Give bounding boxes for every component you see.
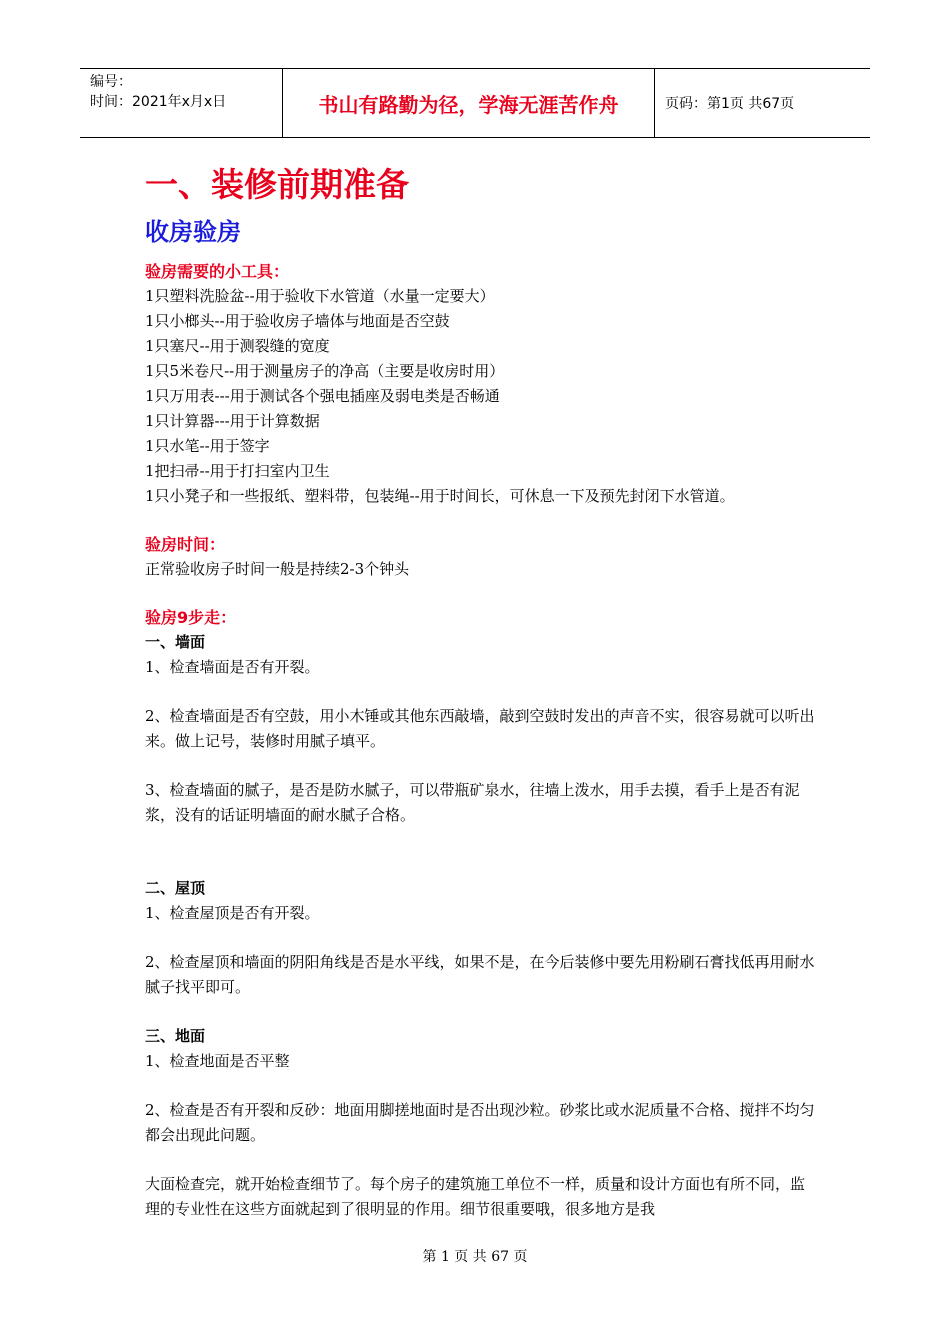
wall-item-3: 3、检查墙面的腻子，是否是防水腻子，可以带瓶矿泉水，往墙上泼水，用手去摸，看手上是否有泥浆，没有的话证明墙面的耐水腻子合格。 (145, 781, 800, 824)
header-table (80, 68, 870, 138)
floor-heading: 三、地面 (145, 1027, 206, 1045)
time-heading: 验房时间： (145, 535, 226, 554)
number-label: 编号： (90, 74, 132, 90)
wall-heading: 一、墙面 (145, 633, 206, 651)
closing-paragraph: 大面检查完，就开始检查细节了。每个房子的建筑施工单位不一样，质量和设计方面也有所不同，监理的专业性在这些方面就起到了很明显的作用。细节很重要哦，很多地方是我 (145, 1175, 806, 1218)
tools-heading: 验房需要的小工具： (145, 262, 290, 281)
tool-item: 1把扫帚--用于打扫室内卫生 (145, 462, 330, 480)
wall-item-2: 2、检查墙面是否有空鼓，用小木锤或其他东西敲墙，敲到空鼓时发出的声音不实，很容易就可以听出来。做上记号，装修时用腻子填平。 (145, 707, 815, 750)
steps-heading: 验房9步走： (145, 608, 237, 627)
header-motto: 书山有路勤为径，学海无涯苦作舟 (283, 69, 655, 137)
tools-list (145, 284, 815, 509)
roof-heading: 二、屋顶 (145, 879, 206, 897)
tool-item: 1只塞尺--用于测裂缝的宽度 (145, 337, 330, 355)
page-footer: 第 1 页 共 67 页 (422, 1249, 528, 1265)
floor-item-1: 1、检查地面是否平整 (145, 1052, 290, 1070)
tool-item: 1只水笔--用于签字 (145, 437, 270, 455)
tool-item: 1只万用表---用于测试各个强电插座及弱电类是否畅通 (145, 387, 500, 405)
floor-item-2: 2、检查是否有开裂和反砂：地面用脚搓地面时是否出现沙粒。砂浆比或水泥质量不合格、搅拌不均匀都会出现此问题。 (145, 1101, 815, 1144)
time-text: 正常验收房子时间一般是持续2-3个钟头 (145, 560, 410, 578)
document-body (145, 160, 815, 1222)
roof-item-1: 1、检查屋顶是否有开裂。 (145, 904, 320, 922)
tool-item: 1只小榔头--用于验收房子墙体与地面是否空鼓 (145, 312, 450, 330)
header-info-cell (80, 69, 283, 137)
roof-item-2: 2、检查屋顶和墙面的阴阳角线是否是水平线，如果不是，在今后装修中要先用粉刷石膏找低再用耐水腻子找平即可。 (145, 953, 815, 996)
tool-item: 1只计算器---用于计算数据 (145, 412, 320, 430)
page-title: 一、装修前期准备 (145, 165, 409, 204)
tool-item: 1只5米卷尺--用于测量房子的净高（主要是收房时用） (145, 362, 505, 380)
tool-item: 1只塑料洗脸盆--用于验收下水管道（水量一定要大） (145, 287, 495, 305)
section-title: 收房验房 (145, 218, 241, 246)
wall-item-1: 1、检查墙面是否有开裂。 (145, 658, 320, 676)
tool-item: 1只小凳子和一些报纸、塑料带，包装绳--用于时间长，可休息一下及预先封闭下水管道。 (145, 487, 735, 505)
header-page-code: 页码：第1页 共67页 (665, 96, 795, 112)
time-label: 时间：2021年x月x日 (90, 94, 227, 110)
